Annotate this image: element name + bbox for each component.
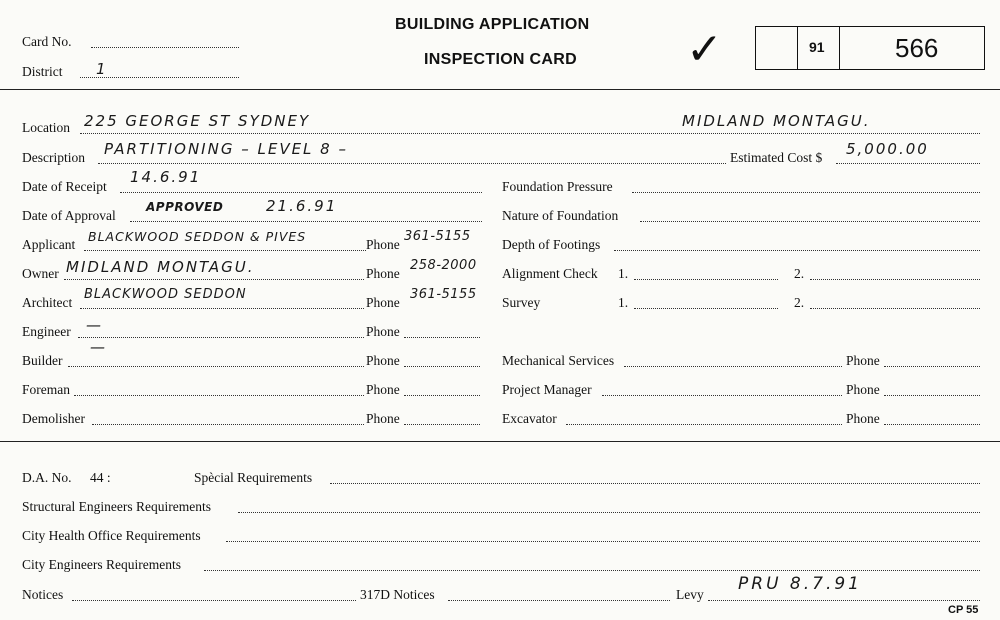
foreman-label: Foreman xyxy=(22,382,70,397)
engineer-phone-field[interactable] xyxy=(404,337,480,338)
notices-317d-field[interactable] xyxy=(448,600,670,601)
approval-stamp: APPROVED xyxy=(146,200,224,214)
engineer-phone-label: Phone xyxy=(366,324,400,339)
engineers-label: City Engineers Requirements xyxy=(22,557,181,572)
applicant-field[interactable] xyxy=(84,250,366,251)
engineer-value: — xyxy=(86,316,103,334)
description-value: PARTITIONING – LEVEL 8 – xyxy=(104,140,348,158)
approval-label: Date of Approval xyxy=(22,208,116,223)
survey-num-1: 1. xyxy=(618,295,629,310)
owner-field[interactable] xyxy=(64,279,364,280)
title-line-1: BUILDING APPLICATION xyxy=(395,16,590,33)
location-value: 225 GEORGE ST SYDNEY xyxy=(84,112,311,130)
mechanical-phone-field[interactable] xyxy=(884,366,980,367)
excavator-field[interactable] xyxy=(566,424,842,425)
depth-footings-label: Depth of Footings xyxy=(502,237,601,252)
applicant-phone-label: Phone xyxy=(366,237,400,252)
owner-phone: 258-2000 xyxy=(410,258,477,273)
section-divider xyxy=(0,441,1000,442)
demolisher-label: Demolisher xyxy=(22,411,85,426)
builder-phone-field[interactable] xyxy=(404,366,480,367)
architect-value: BLACKWOOD SEDDON xyxy=(84,287,247,302)
mechanical-field[interactable] xyxy=(624,366,842,367)
builder-value: — xyxy=(90,338,107,356)
levy-label: Levy xyxy=(676,587,704,602)
estimated-cost-label: Estimated Cost $ xyxy=(730,150,823,165)
survey-label: Survey xyxy=(502,295,541,310)
foundation-pressure-label: Foundation Pressure xyxy=(502,179,613,194)
foreman-phone-label: Phone xyxy=(366,382,400,397)
project-manager-label: Project Manager xyxy=(502,382,592,397)
applicant-value: BLACKWOOD SEDDON & PIVES xyxy=(88,229,307,244)
engineers-field[interactable] xyxy=(204,570,980,571)
notices-label: Notices xyxy=(22,587,64,602)
project-manager-field[interactable] xyxy=(602,395,842,396)
card-no-field[interactable] xyxy=(91,47,239,48)
levy-value: PRU 8.7.91 xyxy=(738,574,862,594)
structural-field[interactable] xyxy=(238,512,980,513)
project-manager-phone-label: Phone xyxy=(846,382,880,397)
location-extra: MIDLAND MONTAGU. xyxy=(682,112,871,130)
receipt-label: Date of Receipt xyxy=(22,179,107,194)
depth-footings-field[interactable] xyxy=(614,250,980,251)
approval-field[interactable] xyxy=(130,221,482,222)
health-field[interactable] xyxy=(226,541,980,542)
survey-field-1[interactable] xyxy=(634,308,778,309)
survey-num-2: 2. xyxy=(794,295,805,310)
project-manager-phone-field[interactable] xyxy=(884,395,980,396)
year-code: 91 xyxy=(809,39,825,55)
receipt-field[interactable] xyxy=(120,192,482,193)
owner-label: Owner xyxy=(22,266,59,281)
architect-label: Architect xyxy=(22,295,73,310)
demolisher-phone-label: Phone xyxy=(366,411,400,426)
estimated-cost-field[interactable] xyxy=(836,163,980,164)
receipt-value: 14.6.91 xyxy=(130,168,202,186)
demolisher-phone-field[interactable] xyxy=(404,424,480,425)
excavator-label: Excavator xyxy=(502,411,557,426)
demolisher-field[interactable] xyxy=(92,424,364,425)
form-code: CP 55 xyxy=(948,604,979,616)
engineer-label: Engineer xyxy=(22,324,71,339)
mechanical-phone-label: Phone xyxy=(846,353,880,368)
card-id-box xyxy=(755,26,985,70)
survey-field-2[interactable] xyxy=(810,308,980,309)
alignment-label: Alignment Check xyxy=(502,266,598,281)
da-label: D.A. No. xyxy=(22,470,72,485)
da-value: 44 : xyxy=(90,470,111,485)
health-label: City Health Office Requirements xyxy=(22,528,201,543)
alignment-field-2[interactable] xyxy=(810,279,980,280)
foreman-field[interactable] xyxy=(74,395,364,396)
description-label: Description xyxy=(22,150,85,165)
applicant-phone: 361-5155 xyxy=(404,229,471,244)
builder-phone-label: Phone xyxy=(366,353,400,368)
nature-foundation-label: Nature of Foundation xyxy=(502,208,619,223)
description-field[interactable] xyxy=(98,163,726,164)
district-label: District xyxy=(22,64,63,79)
header-divider xyxy=(0,89,1000,90)
excavator-phone-label: Phone xyxy=(846,411,880,426)
special-label: Spècial Requirements xyxy=(194,470,313,485)
check-mark-icon: ✓ xyxy=(686,24,723,75)
architect-phone-label: Phone xyxy=(366,295,400,310)
mechanical-label: Mechanical Services xyxy=(502,353,615,368)
alignment-field-1[interactable] xyxy=(634,279,778,280)
owner-value: MIDLAND MONTAGU. xyxy=(66,258,255,276)
structural-label: Structural Engineers Requirements xyxy=(22,499,211,514)
owner-phone-label: Phone xyxy=(366,266,400,281)
builder-label: Builder xyxy=(22,353,63,368)
architect-field[interactable] xyxy=(80,308,364,309)
applicant-label: Applicant xyxy=(22,237,76,252)
location-field[interactable] xyxy=(80,133,980,134)
engineer-field[interactable] xyxy=(78,337,364,338)
alignment-num-2: 2. xyxy=(794,266,805,281)
foundation-pressure-field[interactable] xyxy=(632,192,980,193)
builder-field[interactable] xyxy=(68,366,364,367)
district-value: 1 xyxy=(96,60,108,78)
nature-foundation-field[interactable] xyxy=(640,221,980,222)
notices-317d-label: 317D Notices xyxy=(360,587,435,602)
title-line-2: INSPECTION CARD xyxy=(424,51,577,68)
estimated-cost-value: 5,000.00 xyxy=(846,140,929,158)
excavator-phone-field[interactable] xyxy=(884,424,980,425)
foreman-phone-field[interactable] xyxy=(404,395,480,396)
notices-field[interactable] xyxy=(72,600,356,601)
architect-phone: 361-5155 xyxy=(410,287,477,302)
special-field[interactable] xyxy=(330,483,980,484)
approval-value: 21.6.91 xyxy=(266,197,338,215)
alignment-num-1: 1. xyxy=(618,266,629,281)
card-number: 566 xyxy=(895,33,939,63)
levy-field[interactable] xyxy=(708,600,980,601)
location-label: Location xyxy=(22,120,70,135)
card-no-label: Card No. xyxy=(22,34,72,49)
